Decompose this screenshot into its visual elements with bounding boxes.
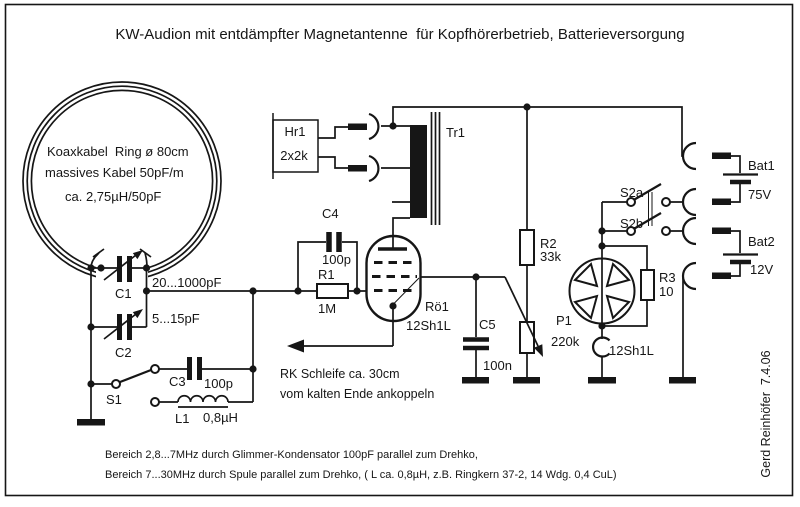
tr1-primary bbox=[410, 125, 427, 218]
range-note-2: Bereich 7...30MHz durch Spule parallel zum Drehko, ( L ca. 0,8µH, z.B. Ringkern 37-2, 14 Wdg. 0,4 CuL) bbox=[105, 469, 617, 481]
l1-inductor bbox=[175, 396, 238, 426]
tube-ref: Rö1 bbox=[425, 299, 449, 314]
r1-value: 1M bbox=[318, 301, 337, 316]
p1-value: 220k bbox=[551, 334, 580, 349]
bat2-socket bbox=[683, 218, 696, 244]
wedge-sw bbox=[575, 296, 597, 318]
c5-capacitor bbox=[463, 317, 512, 373]
heater-12sh1l bbox=[593, 337, 654, 358]
tr1-label: Tr1 bbox=[446, 125, 466, 140]
phone-socket-bottom bbox=[369, 156, 378, 181]
s2b-label: S2b bbox=[620, 216, 644, 231]
bat1-label: Bat1 bbox=[748, 158, 775, 173]
phone-plug-bottom bbox=[348, 165, 367, 172]
rk-arrow bbox=[287, 340, 304, 353]
p1-ref: P1 bbox=[556, 313, 572, 328]
p1-wiper-arrow bbox=[534, 344, 543, 357]
rk-note-1: RK Schleife ca. 30cm bbox=[280, 367, 400, 381]
v75-plug bbox=[712, 199, 731, 206]
heater-label: 12Sh1L bbox=[609, 343, 654, 358]
r2-value: 33k bbox=[540, 249, 561, 264]
battery-stack bbox=[683, 143, 775, 289]
ground-battery bbox=[669, 377, 696, 384]
p1-potentiometer bbox=[505, 277, 580, 357]
c5-value: 100n bbox=[483, 358, 512, 373]
c2-value: 5...15pF bbox=[152, 311, 200, 326]
r2-ref: R2 bbox=[540, 236, 557, 251]
author-signature: Gerd Reinhöfer 7.4.06 bbox=[759, 350, 773, 478]
antenna-note-2: massives Kabel 50pF/m bbox=[45, 165, 184, 180]
c3-value: 100p bbox=[204, 376, 233, 391]
bat2-plug bbox=[712, 228, 731, 235]
ground-p1 bbox=[513, 377, 540, 384]
wedge-nw bbox=[575, 264, 597, 286]
hr1-ref: Hr1 bbox=[284, 124, 306, 139]
s2-switch bbox=[620, 184, 670, 235]
r1-resistor bbox=[317, 267, 348, 316]
c1-variable-capacitor bbox=[104, 250, 221, 301]
bat2-label: Bat2 bbox=[748, 234, 775, 249]
c1-value: 20...1000pF bbox=[152, 275, 222, 290]
r3-value: 10 bbox=[659, 284, 674, 299]
ground-c5 bbox=[462, 377, 489, 384]
c1-ref: C1 bbox=[115, 286, 132, 301]
hr1-value: 2x2k bbox=[280, 148, 308, 163]
hr1-headphones bbox=[273, 113, 378, 181]
r3-resistor bbox=[641, 270, 676, 300]
schematic-title: KW-Audion mit entdämpfter Magnetantenne für Kopfhörerbetrieb, Batterieversorgung bbox=[115, 26, 685, 43]
r3-ref: R3 bbox=[659, 270, 676, 285]
wedge-ne bbox=[607, 264, 629, 286]
rod-tube-rotary-symbol bbox=[570, 259, 635, 324]
loop-antenna bbox=[23, 82, 221, 283]
range-note-1: Bereich 2,8...7MHz durch Glimmer-Kondensator 100pF parallel zum Drehko, bbox=[105, 449, 478, 461]
c3-capacitor bbox=[169, 357, 233, 391]
antenna-note-1: Koaxkabel Ring ø 80cm bbox=[47, 144, 189, 159]
wedge-se bbox=[607, 296, 629, 318]
antenna-note-3: ca. 2,75µH/50pF bbox=[65, 189, 162, 204]
ground-antenna bbox=[77, 419, 105, 426]
c2-ref: C2 bbox=[115, 345, 132, 360]
bat1-socket bbox=[683, 143, 696, 169]
c4-capacitor bbox=[322, 206, 351, 267]
c4-value: 100p bbox=[322, 252, 351, 267]
r1-ref: R1 bbox=[318, 267, 335, 282]
r2-resistor bbox=[520, 230, 561, 265]
c2-variable-capacitor bbox=[104, 309, 200, 360]
c3-ref: C3 bbox=[169, 374, 186, 389]
l1-value: 0,8µH bbox=[203, 410, 238, 425]
s2a-label: S2a bbox=[620, 185, 644, 200]
bat1-plug bbox=[712, 153, 731, 160]
c5-ref: C5 bbox=[479, 317, 496, 332]
l1-ref: L1 bbox=[175, 411, 190, 426]
bat2-voltage: 12V bbox=[750, 262, 774, 277]
s1-switch bbox=[106, 365, 159, 407]
bat1-voltage: 75V bbox=[748, 187, 772, 202]
tr1-transformer bbox=[410, 112, 465, 225]
phone-socket-top bbox=[369, 114, 378, 139]
c2-arrow bbox=[133, 309, 143, 318]
c4-ref: C4 bbox=[322, 206, 339, 221]
tube-type: 12Sh1L bbox=[406, 318, 451, 333]
v12-socket bbox=[683, 263, 696, 289]
tube-pin bbox=[389, 302, 396, 309]
ground-heater bbox=[588, 377, 616, 384]
rk-note-2: vom kalten Ende ankoppeln bbox=[280, 387, 435, 401]
tube-ro1 bbox=[367, 236, 451, 333]
phone-plug-top bbox=[348, 124, 367, 131]
v75-socket bbox=[683, 189, 696, 215]
s1-label: S1 bbox=[106, 392, 122, 407]
v12-plug bbox=[712, 273, 731, 280]
heater-filament bbox=[593, 337, 609, 356]
